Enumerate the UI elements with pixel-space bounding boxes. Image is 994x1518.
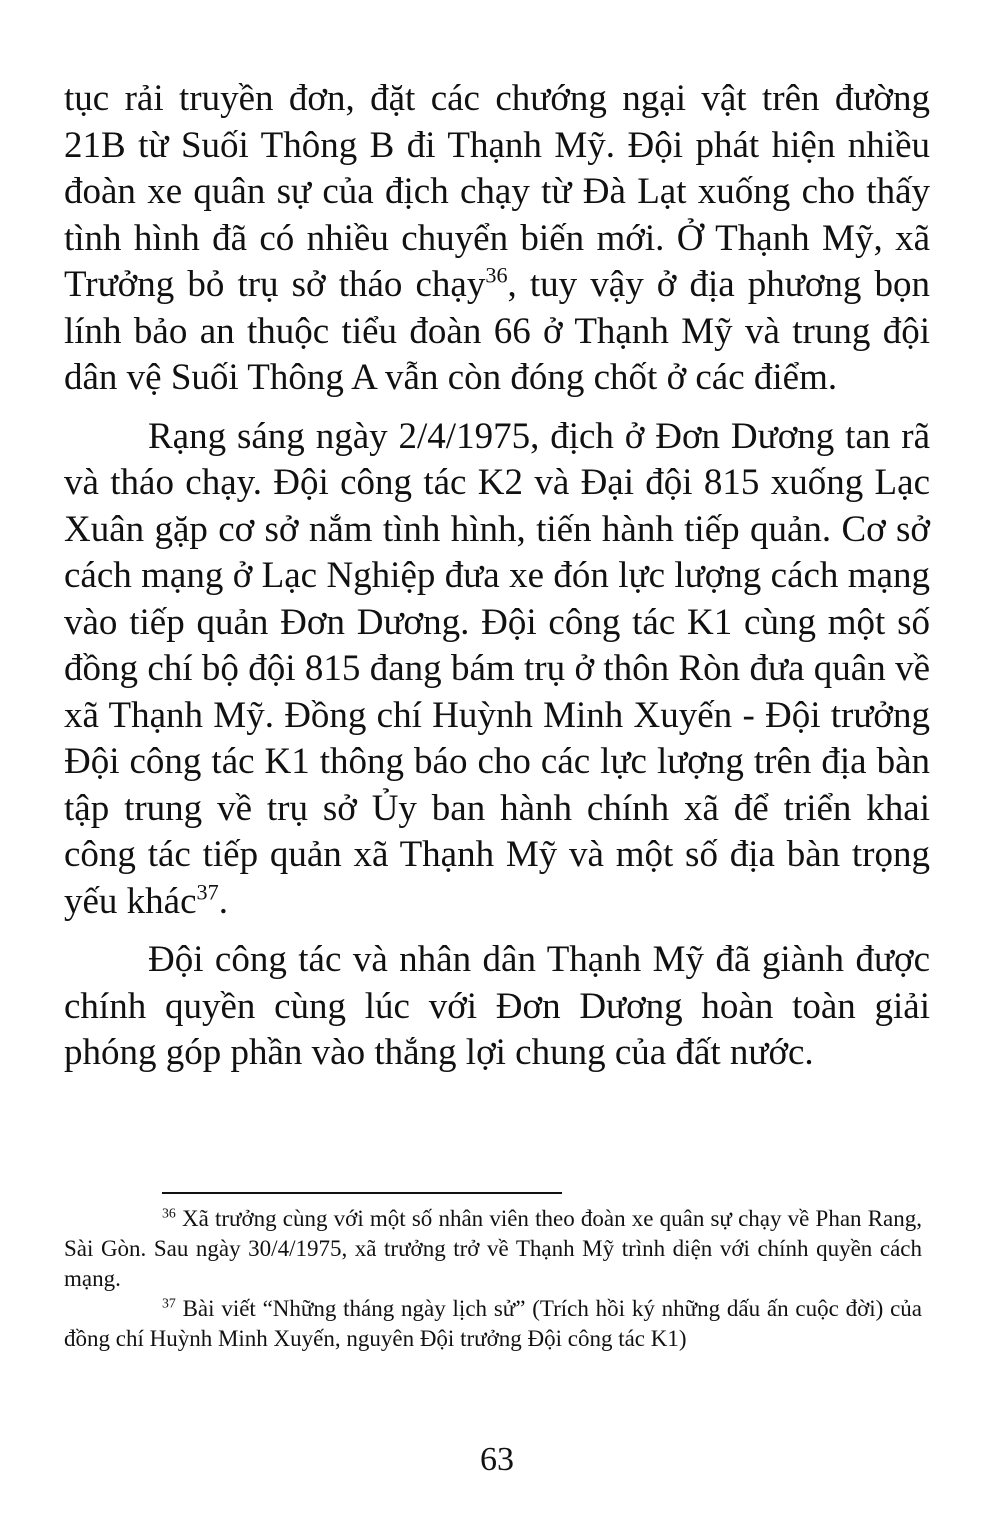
paragraph-1 <box>64 76 930 402</box>
footnote-37-number: 37 <box>162 1295 176 1311</box>
footnote-37 <box>64 1294 922 1354</box>
paragraph-2-text: Rạng sáng ngày 2/4/1975, địch ở Đơn Dương tan rã và tháo chạy. Đội công tác K2 và Đại đội 815 xuống Lạc Xuân gặp cơ sở nắm tình hình, tiến hành tiếp quản. Cơ sở cách mạng ở Lạc Nghiệp đưa xe đón lực lượng cách mạng vào tiếp quản Đơn Dương. Đội công tác K1 cùng một số đồng chí bộ đội 815 đang bám trụ ở thôn Ròn đưa quân về xã Thạnh Mỹ. Đồng chí Huỳnh Minh Xuyến - Đội trưởng Đội công tác K1 thông báo cho các lực lượng trên địa bàn tập trung về trụ sở Ủy ban hành chính xã để triển khai công tác tiếp quản xã Thạnh Mỹ và một số địa bàn trọng yếu khác <box>64 415 930 922</box>
footnote-ref-36: 36 <box>485 262 508 288</box>
footnote-37-text: Bài viết “Những tháng ngày lịch sử” (Trích hồi ký những dấu ấn cuộc đời) của đồng chí Huỳnh Minh Xuyến, nguyên Đội trưởng Đội công tác K1) <box>64 1296 922 1351</box>
paragraph-3: Đội công tác và nhân dân Thạnh Mỹ đã giành được chính quyền cùng lúc với Đơn Dương hoàn toàn giải phóng góp phần vào thắng lợi chung của đất nước. <box>64 939 930 1073</box>
footnote-36-number: 36 <box>162 1205 176 1221</box>
main-text <box>64 76 930 1089</box>
paragraph-2-text-end: . <box>218 880 228 922</box>
footnote-separator <box>162 1192 562 1194</box>
paragraph-1-text-continued: , tuy vậy ở địa phương bọn lính bảo an thuộc tiểu đoàn 66 ở Thạnh Mỹ và trung đội dân vệ Suối Thông A vẫn còn đóng chốt ở các điểm. <box>64 264 930 398</box>
paragraph-2 <box>64 414 930 926</box>
footnotes <box>64 1204 922 1354</box>
paragraph-1-text: tục rải truyền đơn, đặt các chướng ngại vật trên đường 21B từ Suối Thông B đi Thạnh Mỹ. Đội phát hiện nhiều đoàn xe quân sự của địch chạy từ Đà Lạt xuống cho thấy tình hình đã có nhiều chuyển biến mới. Ở Thạnh Mỹ, xã Trưởng bỏ trụ sở tháo chạy <box>64 78 930 305</box>
footnote-36 <box>64 1204 922 1294</box>
footnote-36-text: Xã trưởng cùng với một số nhân viên theo đoàn xe quân sự chạy về Phan Rang, Sài Gòn. Sau ngày 30/4/1975, xã trưởng trở về Thạnh Mỹ trình diện với chính quyền cách mạng. <box>64 1206 922 1291</box>
footnote-ref-37: 37 <box>196 879 219 905</box>
page-number: 63 <box>480 1441 514 1478</box>
